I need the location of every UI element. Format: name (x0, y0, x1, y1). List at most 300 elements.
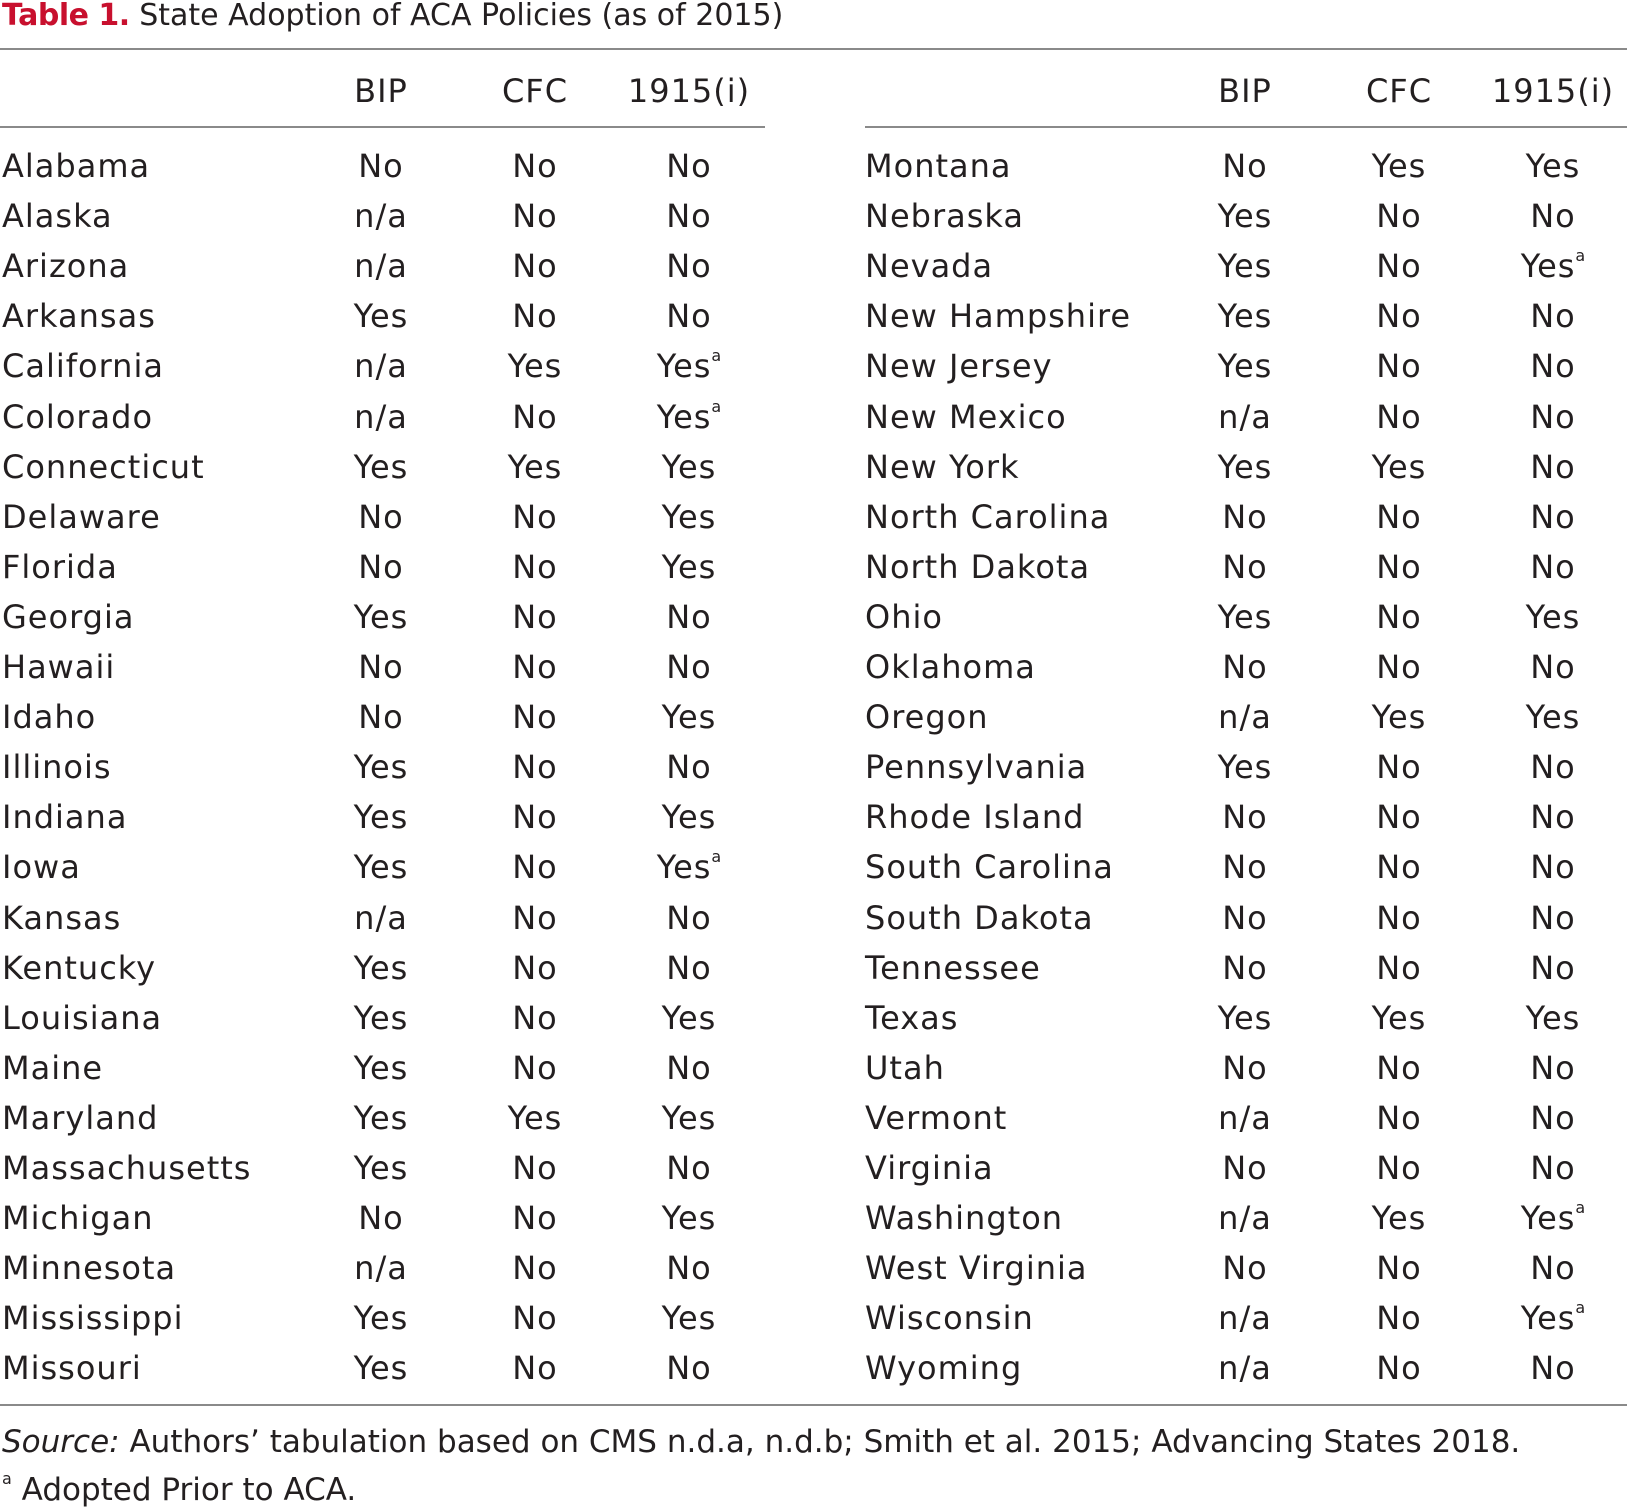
state-name: South Dakota (865, 899, 1094, 937)
bip-value (1170, 943, 1320, 993)
state-name: Oklahoma (865, 648, 1036, 686)
1915i-value (614, 442, 764, 492)
1915i-value (1478, 893, 1627, 943)
cfc-value-text: No (512, 899, 558, 937)
footnote-text: Adopted Prior to ACA. (11, 1472, 357, 1508)
cfc-value-text: No (1376, 398, 1422, 436)
1915i-value (1478, 792, 1627, 842)
cfc-value (460, 792, 610, 842)
state-name: Colorado (2, 398, 154, 436)
cfc-value (1324, 1193, 1474, 1243)
1915i-value (1478, 1143, 1627, 1193)
bip-value-text: n/a (1218, 1299, 1272, 1337)
bip-value (1170, 341, 1320, 391)
bip-value (1170, 241, 1320, 291)
1915i-value-text: No (1530, 297, 1576, 335)
column-header-bip-right: BIP (1218, 72, 1272, 110)
cfc-value (1324, 191, 1474, 241)
state-name: Rhode Island (865, 798, 1085, 836)
1915i-value-text: No (1530, 1249, 1576, 1287)
bip-value-text: n/a (354, 347, 408, 385)
cfc-value-text: No (1376, 1049, 1422, 1087)
1915i-value (614, 492, 764, 542)
1915i-value (1478, 993, 1627, 1043)
bip-value-text: n/a (354, 398, 408, 436)
1915i-value (614, 842, 764, 892)
state-name: Indiana (2, 798, 128, 836)
bip-value-text: No (1222, 147, 1268, 185)
top-rule (0, 48, 1627, 50)
bip-value (306, 542, 456, 592)
1915i-value (614, 291, 764, 341)
state-name: New Mexico (865, 398, 1067, 436)
state-name: South Carolina (865, 848, 1114, 886)
bip-value (306, 492, 456, 542)
1915i-value (614, 993, 764, 1043)
bip-value-text: Yes (353, 748, 409, 786)
cfc-value (1324, 792, 1474, 842)
1915i-value (614, 1243, 764, 1293)
cfc-value (1324, 492, 1474, 542)
cfc-value-text: No (1376, 598, 1422, 636)
bip-value-text: No (358, 698, 404, 736)
1915i-value (614, 642, 764, 692)
cfc-value (1324, 742, 1474, 792)
1915i-value (1478, 592, 1627, 642)
1915i-value (614, 692, 764, 742)
1915i-value (1478, 1093, 1627, 1143)
bip-value-text: No (1222, 1249, 1268, 1287)
bip-value (1170, 291, 1320, 341)
cfc-value-text: No (512, 498, 558, 536)
1915i-value-text: No (1530, 347, 1576, 385)
cfc-value-text: No (1376, 1099, 1422, 1137)
1915i-value-text: Yes (661, 498, 717, 536)
1915i-value (1478, 1343, 1627, 1393)
state-name: North Dakota (865, 548, 1091, 586)
1915i-value-text: No (1530, 748, 1576, 786)
cfc-value-text: No (1376, 648, 1422, 686)
cfc-value (1324, 1093, 1474, 1143)
bip-value (1170, 392, 1320, 442)
1915i-value (1478, 642, 1627, 692)
bip-value (1170, 792, 1320, 842)
bip-value (1170, 141, 1320, 191)
cfc-value (460, 1243, 610, 1293)
1915i-value (614, 191, 764, 241)
state-name: New Hampshire (865, 297, 1132, 335)
1915i-value-text: Yes (661, 548, 717, 586)
cfc-value-text: Yes (507, 1099, 563, 1137)
cfc-value-text: No (1376, 548, 1422, 586)
cfc-value-text: No (1376, 1299, 1422, 1337)
1915i-value (614, 392, 764, 442)
1915i-value-text: Yes (1525, 999, 1581, 1037)
cfc-value-text: No (512, 1349, 558, 1387)
bip-value (306, 943, 456, 993)
cfc-value-text: No (1376, 197, 1422, 235)
source-note (2, 1420, 1520, 1464)
state-name: Illinois (2, 748, 112, 786)
cfc-value (460, 943, 610, 993)
footnote-marker: a (1575, 246, 1586, 265)
bip-value (1170, 1193, 1320, 1243)
column-header-1915i-right: 1915(i) (1491, 72, 1615, 110)
cfc-value-text: No (512, 398, 558, 436)
state-name: Utah (865, 1049, 945, 1087)
cfc-value (460, 592, 610, 642)
cfc-value-text: No (1376, 949, 1422, 987)
1915i-value (614, 141, 764, 191)
bip-value-text: n/a (354, 197, 408, 235)
state-name: Oregon (865, 698, 989, 736)
state-name: Nebraska (865, 197, 1024, 235)
1915i-value-text: Yes (1520, 247, 1576, 285)
bip-value-text: Yes (353, 1049, 409, 1087)
bip-value (1170, 442, 1320, 492)
table-title-text: State Adoption of ACA Policies (as of 2015) (139, 0, 784, 33)
1915i-value-text: Yes (661, 698, 717, 736)
header-rule-left (0, 126, 765, 128)
bip-value-text: No (358, 147, 404, 185)
cfc-value (1324, 592, 1474, 642)
bip-value-text: n/a (1218, 398, 1272, 436)
cfc-value-text: No (1376, 748, 1422, 786)
1915i-value (614, 1093, 764, 1143)
source-label: Source: (2, 1424, 120, 1460)
table-label: Table 1. (2, 0, 130, 33)
1915i-value (1478, 241, 1627, 291)
cfc-value-text: Yes (507, 448, 563, 486)
cfc-value-text: No (1376, 347, 1422, 385)
1915i-value (1478, 392, 1627, 442)
state-name: Pennsylvania (865, 748, 1088, 786)
state-name: Louisiana (2, 999, 163, 1037)
cfc-value-text: No (512, 147, 558, 185)
1915i-value-text: Yes (661, 448, 717, 486)
bip-value (1170, 592, 1320, 642)
cfc-value-text: No (512, 548, 558, 586)
state-name: Kentucky (2, 949, 157, 987)
cfc-value (460, 341, 610, 391)
cfc-value-text: Yes (1371, 1199, 1427, 1237)
1915i-value-text: Yes (1525, 698, 1581, 736)
bip-value-text: Yes (1217, 347, 1273, 385)
cfc-value-text: Yes (507, 347, 563, 385)
cfc-value (1324, 392, 1474, 442)
bip-value-text: n/a (354, 1249, 408, 1287)
cfc-value-text: No (512, 247, 558, 285)
1915i-value (1478, 1043, 1627, 1093)
1915i-value-text: No (666, 297, 712, 335)
cfc-value-text: No (1376, 1149, 1422, 1187)
1915i-value-text: No (1530, 398, 1576, 436)
source-text: Authors’ tabulation based on CMS n.d.a, n.d.b; Smith et al. 2015; Advancing States 2018. (119, 1424, 1521, 1460)
bip-value-text: Yes (353, 848, 409, 886)
bip-value-text: Yes (1217, 448, 1273, 486)
state-name: Minnesota (2, 1249, 177, 1287)
cfc-value-text: No (1376, 798, 1422, 836)
cfc-value (1324, 1343, 1474, 1393)
1915i-value (1478, 291, 1627, 341)
bip-value (306, 1043, 456, 1093)
cfc-value (460, 1193, 610, 1243)
cfc-value-text: No (512, 648, 558, 686)
1915i-value-text: No (1530, 1099, 1576, 1137)
1915i-value (1478, 492, 1627, 542)
bip-value-text: No (1222, 648, 1268, 686)
cfc-value-text: No (512, 848, 558, 886)
state-name: Delaware (2, 498, 161, 536)
bip-value-text: Yes (353, 1099, 409, 1137)
cfc-value (460, 392, 610, 442)
bip-value-text: Yes (353, 448, 409, 486)
cfc-value-text: No (512, 1299, 558, 1337)
1915i-value-text: No (1530, 1049, 1576, 1087)
state-name: Virginia (865, 1149, 994, 1187)
bip-value (1170, 492, 1320, 542)
column-header-1915i-left: 1915(i) (627, 72, 751, 110)
cfc-value (1324, 141, 1474, 191)
1915i-value-text: No (1530, 1349, 1576, 1387)
cfc-value (1324, 943, 1474, 993)
1915i-value (1478, 742, 1627, 792)
cfc-value-text: No (1376, 247, 1422, 285)
bip-value-text: Yes (1217, 598, 1273, 636)
cfc-value (460, 291, 610, 341)
state-name: West Virginia (865, 1249, 1088, 1287)
1915i-value-text: No (666, 147, 712, 185)
bip-value-text: No (1222, 1049, 1268, 1087)
1915i-value (1478, 1243, 1627, 1293)
cfc-value-text: No (1376, 899, 1422, 937)
bip-value (306, 392, 456, 442)
state-name: Maine (2, 1049, 104, 1087)
state-name: Arizona (2, 247, 130, 285)
bip-value-text: No (1222, 1149, 1268, 1187)
cfc-value-text: No (512, 949, 558, 987)
bip-value-text: No (1222, 899, 1268, 937)
1915i-value-text: Yes (661, 1199, 717, 1237)
1915i-value-text: Yes (661, 798, 717, 836)
state-name: Florida (2, 548, 118, 586)
bip-value-text: Yes (353, 1349, 409, 1387)
1915i-value (614, 592, 764, 642)
bip-value-text: No (1222, 798, 1268, 836)
bip-value (306, 442, 456, 492)
bip-value-text: Yes (1217, 748, 1273, 786)
cfc-value (1324, 1293, 1474, 1343)
cfc-value-text: No (1376, 297, 1422, 335)
bip-value (1170, 692, 1320, 742)
bip-value (1170, 742, 1320, 792)
1915i-value-text: No (666, 1049, 712, 1087)
1915i-value-text: No (1530, 548, 1576, 586)
bip-value-text: Yes (353, 598, 409, 636)
table-title (2, 0, 783, 32)
cfc-value (1324, 642, 1474, 692)
1915i-value-text: Yes (661, 1099, 717, 1137)
column-header-cfc-left: CFC (501, 72, 569, 110)
1915i-value-text: No (666, 197, 712, 235)
1915i-value (1478, 341, 1627, 391)
bip-value (306, 1093, 456, 1143)
cfc-value (1324, 442, 1474, 492)
bip-value (1170, 191, 1320, 241)
state-name: Nevada (865, 247, 994, 285)
bip-value-text: Yes (353, 798, 409, 836)
bip-value-text: Yes (1217, 297, 1273, 335)
1915i-value-text: No (666, 748, 712, 786)
1915i-value-text: Yes (656, 347, 712, 385)
state-name: Georgia (2, 598, 135, 636)
state-name: Alaska (2, 197, 113, 235)
cfc-value-text: No (512, 1149, 558, 1187)
bip-value (1170, 993, 1320, 1043)
bip-value (306, 191, 456, 241)
bip-value-text: n/a (354, 247, 408, 285)
1915i-value (614, 1343, 764, 1393)
cfc-value (460, 1143, 610, 1193)
cfc-value (1324, 842, 1474, 892)
1915i-value-text: No (1530, 498, 1576, 536)
footnote-marker: a (711, 847, 722, 866)
state-name: Arkansas (2, 297, 156, 335)
cfc-value-text: No (512, 748, 558, 786)
cfc-value (460, 1293, 610, 1343)
bip-value-text: n/a (354, 899, 408, 937)
1915i-value-text: No (1530, 1149, 1576, 1187)
header-rule-right (865, 126, 1627, 128)
cfc-value (460, 642, 610, 692)
1915i-value (1478, 191, 1627, 241)
cfc-value-text: No (512, 1049, 558, 1087)
state-name: California (2, 347, 164, 385)
cfc-value-text: No (512, 197, 558, 235)
cfc-value-text: Yes (1371, 698, 1427, 736)
state-name: Wisconsin (865, 1299, 1034, 1337)
state-name: Michigan (2, 1199, 154, 1237)
footnote-marker: a (1575, 1198, 1586, 1217)
1915i-value (1478, 442, 1627, 492)
bip-value (306, 1243, 456, 1293)
bip-value-text: Yes (353, 1149, 409, 1187)
bip-value (306, 842, 456, 892)
footnote-mark: a (2, 1469, 12, 1488)
bip-value (306, 1143, 456, 1193)
bip-value (1170, 1093, 1320, 1143)
1915i-value (1478, 692, 1627, 742)
cfc-value-text: No (512, 999, 558, 1037)
1915i-value (1478, 1293, 1627, 1343)
bip-value-text: Yes (1217, 197, 1273, 235)
footnote (2, 1468, 356, 1512)
bip-value (306, 893, 456, 943)
state-name: Iowa (2, 848, 81, 886)
1915i-value-text: No (1530, 848, 1576, 886)
1915i-value (614, 1193, 764, 1243)
bip-value-text: n/a (1218, 1349, 1272, 1387)
bip-value-text: No (1222, 548, 1268, 586)
state-name: Connecticut (2, 448, 205, 486)
cfc-value (460, 692, 610, 742)
1915i-value (614, 1043, 764, 1093)
bip-value-text: Yes (1217, 999, 1273, 1037)
state-name: Wyoming (865, 1349, 1023, 1387)
cfc-value (460, 542, 610, 592)
cfc-value (1324, 241, 1474, 291)
bip-value-text: No (358, 648, 404, 686)
cfc-value (1324, 1243, 1474, 1293)
state-name: Hawaii (2, 648, 116, 686)
cfc-value (460, 1343, 610, 1393)
cfc-value (1324, 993, 1474, 1043)
bip-value (1170, 1243, 1320, 1293)
1915i-value-text: Yes (661, 999, 717, 1037)
bip-value-text: No (358, 498, 404, 536)
state-name: Alabama (2, 147, 151, 185)
cfc-value (460, 191, 610, 241)
cfc-value (1324, 692, 1474, 742)
bip-value (1170, 842, 1320, 892)
state-name: Idaho (2, 698, 97, 736)
bip-value-text: Yes (1217, 247, 1273, 285)
1915i-value (1478, 1193, 1627, 1243)
cfc-value-text: No (1376, 1249, 1422, 1287)
1915i-value-text: No (666, 1149, 712, 1187)
1915i-value (614, 1293, 764, 1343)
1915i-value (614, 341, 764, 391)
state-name: Maryland (2, 1099, 159, 1137)
bip-value (1170, 642, 1320, 692)
bip-value-text: Yes (353, 297, 409, 335)
bip-value-text: No (1222, 949, 1268, 987)
1915i-value (614, 792, 764, 842)
state-name: Montana (865, 147, 1012, 185)
state-name: Texas (865, 999, 959, 1037)
state-name: Mississippi (2, 1299, 184, 1337)
state-name: New York (865, 448, 1020, 486)
cfc-value (460, 1043, 610, 1093)
state-name: North Carolina (865, 498, 1111, 536)
bip-value (306, 141, 456, 191)
cfc-value (1324, 291, 1474, 341)
bip-value (306, 993, 456, 1043)
1915i-value-text: No (1530, 648, 1576, 686)
cfc-value (460, 1093, 610, 1143)
cfc-value-text: Yes (1371, 147, 1427, 185)
1915i-value-text: No (1530, 949, 1576, 987)
1915i-value (1478, 842, 1627, 892)
state-name: Massachusetts (2, 1149, 252, 1187)
bip-value-text: Yes (353, 999, 409, 1037)
cfc-value (460, 492, 610, 542)
cfc-value-text: No (512, 1199, 558, 1237)
cfc-value-text: No (1376, 1349, 1422, 1387)
1915i-value-text: No (666, 1349, 712, 1387)
cfc-value-text: No (1376, 498, 1422, 536)
1915i-value (1478, 542, 1627, 592)
bip-value (306, 1193, 456, 1243)
bip-value-text: No (358, 548, 404, 586)
cfc-value (1324, 542, 1474, 592)
bip-value (306, 1293, 456, 1343)
1915i-value-text: Yes (1520, 1199, 1576, 1237)
bip-value (306, 241, 456, 291)
1915i-value (1478, 943, 1627, 993)
bip-value-text: n/a (1218, 1099, 1272, 1137)
state-name: Missouri (2, 1349, 142, 1387)
